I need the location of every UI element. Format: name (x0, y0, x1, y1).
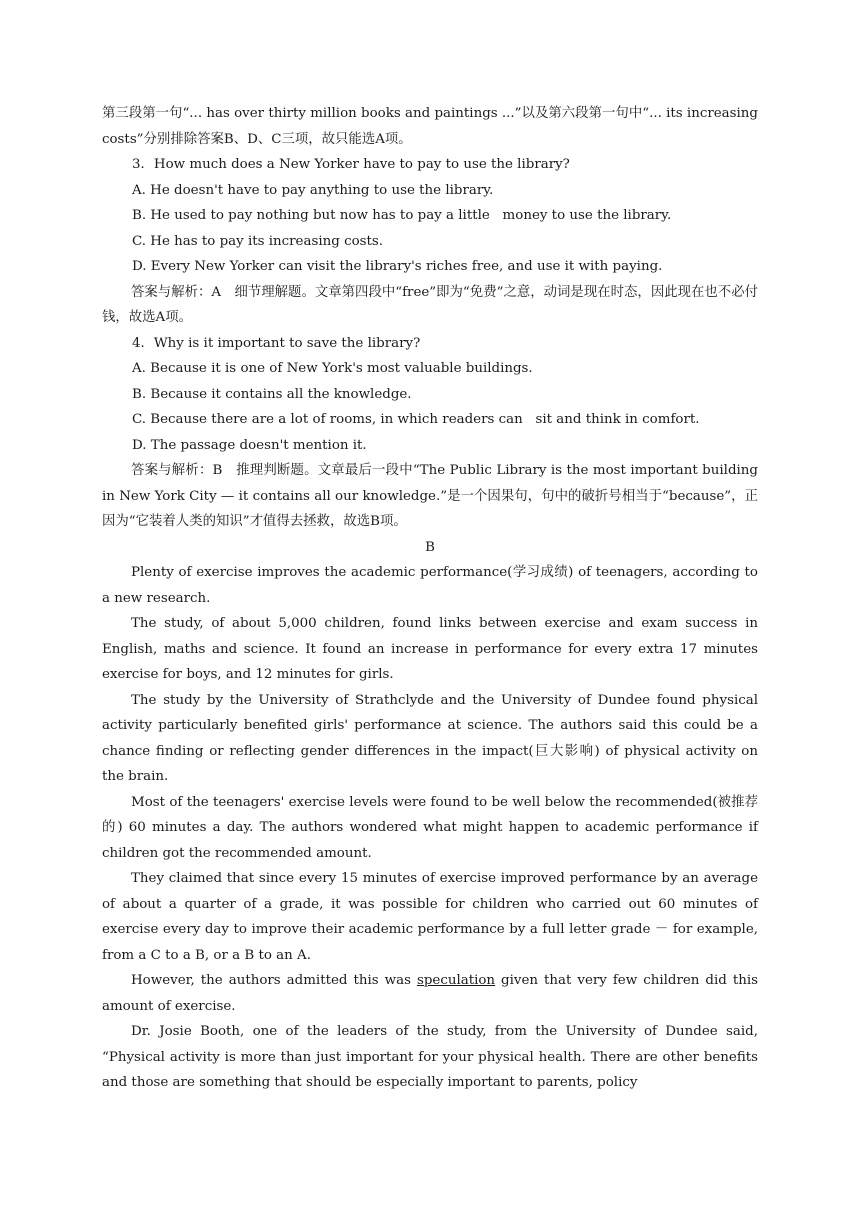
passage-paragraph-7: Dr. Josie Booth, one of the leaders of the study, from the University of Dundee said, “Physical activity is more than just important for your physical health. There are other benefits and those are something that should be especially important to parents, policy (102, 1024, 758, 1090)
question-3-option-a: A. He doesn't have to pay anything to use the library. (132, 182, 494, 198)
paragraph-6-text-end: given that very few children did this amount of exercise. (102, 973, 758, 1014)
question-4-option-d: D. The passage doesn't mention it. (132, 437, 367, 453)
answer-3-explanation: 答案与解析：A 细节理解题。文章第四段中“free”即为“免费”之意，动词是现在时态，因此现在也不必付钱，故选A项。 (102, 284, 758, 325)
question-3-option-d: D. Every New Yorker can visit the library's riches free, and use it with paying. (132, 259, 663, 274)
question-3-option-b: B. He used to pay nothing but now has to pay a little money to use the library. (132, 208, 672, 223)
question-4-option-c: C. Because there are a lot of rooms, in which readers can sit and think in comfort. (132, 412, 700, 427)
answer-4-explanation: 答案与解析：B 推理判断题。文章最后一段中“The Public Library is the most important building in New York City — it contains all our knowledge.”是一个因果句，句中的破折号相当于“because”，正因为“它装着人类的知识”才值得去拯救，故选B项。 (102, 463, 758, 529)
passage-paragraph-1: Plenty of exercise improves the academic performance(学习成绩) of teenagers, according to a new research. (102, 565, 758, 606)
passage-paragraph-4: Most of the teenagers' exercise levels were found to be well below the recommended(被推荐的) 60 minutes a day. The authors wondered what might happen to academic performance if children got the recommended amount. (102, 794, 758, 861)
document-page (102, 101, 758, 1096)
question-4-option-b: B. Because it contains all the knowledge. (132, 386, 412, 402)
question-4: 4．Why is it important to save the library? (132, 335, 421, 351)
question-3: 3．How much does a New Yorker have to pay to use the library? (132, 157, 570, 172)
explanation-paragraph: 第三段第一句“... has over thirty million books and paintings ...”以及第六段第一句中“... its increasing costs”分别排除答案B、D、C三项，故只能选A项。 (102, 106, 758, 147)
passage-paragraph-3: The study by the University of Strathclyde and the University of Dundee found physical activity particularly benefited girls' performance at science. The authors said this could be a chance finding or reflecting gender differences in the impact(巨大影响) of physical activity on the brain. (102, 692, 758, 784)
passage-paragraph-2: The study, of about 5,000 children, found links between exercise and exam success in English, maths and science. It found an increase in performance for every extra 17 minutes exercise for boys, and 12 minutes for girls. (102, 616, 758, 682)
passage-paragraph-5: They claimed that since every 15 minutes of exercise improved performance by an average of about a quarter of a grade, it was possible for children who carried out 60 minutes of exercise every day to improve their academic performance by a full letter grade － for example, from a C to a B, or a B to an A. (102, 871, 758, 963)
underlined-word-speculation: speculation (416, 973, 496, 988)
section-heading: B (425, 539, 435, 555)
question-4-option-a: A. Because it is one of New York's most valuable buildings. (132, 361, 533, 376)
paragraph-6-text-start: However, the authors admitted this was (131, 973, 417, 988)
passage-paragraph-6 (102, 968, 758, 1019)
question-3-option-c: C. He has to pay its increasing costs. (132, 233, 384, 249)
